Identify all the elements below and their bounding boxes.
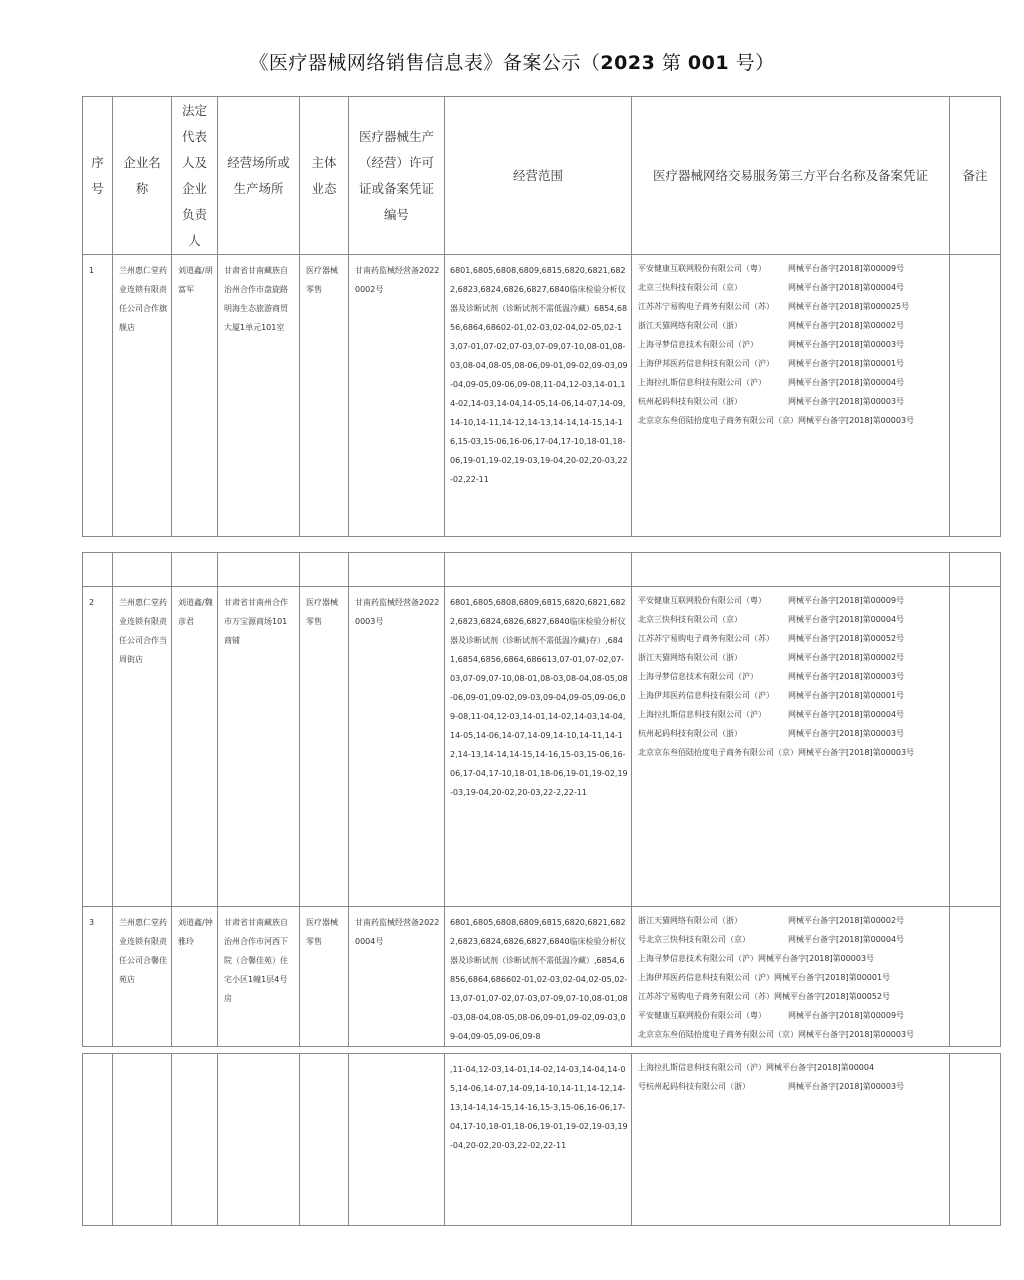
header-seq: 序号 (83, 97, 113, 255)
platform-line: 北京三快科技有限公司（京） 网械平台备字[2018]第00004号 (638, 283, 905, 292)
row-place: 甘肃省甘南藏族自治州合作市盘旋路明海生态旅游商贸大厦1单元101室 (218, 255, 300, 537)
platform-line: 上海拉扎斯信息科技有限公司（沪） 网械平台备字[2018]第00004号 (638, 378, 905, 387)
platform-line: 北京京东叁佰陆拾度电子商务有限公司（京）网械平台备字[2018]第00003号 (638, 1030, 915, 1039)
row-platforms (632, 907, 950, 1047)
header-type: 主体业态 (300, 97, 349, 255)
platform-line: 平安健康互联网股份有限公司（粤） 网械平台备字[2018]第00009号 (638, 264, 905, 273)
header-license: 医疗器械生产（经营）许可证或备案凭证编号 (349, 97, 445, 255)
row-company: 兰州惠仁堂药业连锁有限责任公司合作旗舰店 (113, 255, 172, 537)
record-table-2 (82, 552, 1001, 1047)
row-platforms (632, 1054, 950, 1226)
platform-line: 上海拉扎斯信息科技有限公司（沪）网械平台备字[2018]第00004 (638, 1063, 875, 1072)
page-title: 《医疗器械网络销售信息表》备案公示（2023 第 001 号） (249, 52, 775, 74)
row-note (950, 907, 1001, 1047)
platform-line: 江苏苏宁易购电子商务有限公司（苏）网械平台备字[2018]第00052号 (638, 992, 891, 1001)
platform-line: 江苏苏宁易购电子商务有限公司（苏） 网械平台备字[2018]第000025号 (638, 302, 910, 311)
platform-line: 北京京东叁佰陆拾度电子商务有限公司（京）网械平台备字[2018]第00003号 (638, 416, 915, 425)
platform-line: 上海寻梦信息技术有限公司（沪） 网械平台备字[2018]第00003号 (638, 672, 905, 681)
row-scope: 6801,6805,6808,6809,6815,6820,6821,6822,6823,6824,6826,6827,6840临床检验分析仪器及诊断试剂（诊断试剂不需低温冷藏）6854,6856,6864,68602-01,02-03,02-04,02-05,02-13,07-01,07-02,07-03,07-09,07-10,08-01,08-03,08-04,08-05,08-06,09-01,09-02,09-03,09-04,09-05,09-06,09-08,11-04,12-03,14-01,14-02,14-03,14-04,14-05,14-06,14-07,14-09,14-10,14-11,14-12,14-13,14-14,14-15,14-16,15-03,15-06,16-06,17-04,17-10,18-01,18-06,19-01,19-02,19-03,19-04,20-02,20-03,22-02,22-11 (445, 255, 632, 537)
row-seq: 2 (83, 587, 113, 907)
table-row (83, 255, 1001, 537)
row-place: 甘肃省甘南藏族自治州合作市河西下院（合馨佳苑）住宅小区1幢1层4号房 (218, 907, 300, 1047)
row-legal: 刘道鑫/钟雅玲 (172, 907, 218, 1047)
row-scope: ,11-04,12-03,14-01,14-02,14-03,14-04,14-05,14-06,14-07,14-09,14-10,14-11,14-12,14-13,14-14,14-15,14-16,15-3,15-06,16-06,17-04,17-10,18-01,18-06,19-01,19-02,19-03,19-04,20-02,20-03,22-02,22-11 (445, 1054, 632, 1226)
row-company: 兰州惠仁堂药业连锁有限责任公司合作当周街店 (113, 587, 172, 907)
platform-line: 号杭州起码科技有限公司（浙） 网械平台备字[2018]第00003号 (638, 1082, 905, 1091)
platform-line: 杭州起码科技有限公司（浙） 网械平台备字[2018]第00003号 (638, 397, 905, 406)
row-license: 甘南药监械经营备20220004号 (349, 907, 445, 1047)
header-place: 经营场所或生产场所 (218, 97, 300, 255)
platform-line: 浙江天猫网络有限公司（浙） 网械平台备字[2018]第00002号 (638, 321, 905, 330)
platform-line: 平安健康互联网股份有限公司（粤） 网械平台备字[2018]第00009号 (638, 596, 905, 605)
platform-line: 北京京东叁佰陆拾度电子商务有限公司（京）网械平台备字[2018]第00003号 (638, 748, 915, 757)
row-license: 甘南药监械经营备20220003号 (349, 587, 445, 907)
row-platforms (632, 587, 950, 907)
header-company: 企业名称 (113, 97, 172, 255)
row-seq: 3 (83, 907, 113, 1047)
row-type: 医疗器械零售 (300, 587, 349, 907)
row-note (950, 255, 1001, 537)
blank-row (83, 553, 1001, 587)
table-row (83, 587, 1001, 907)
row-company: 兰州惠仁堂药业连锁有限责任公司合馨佳苑店 (113, 907, 172, 1047)
platform-line: 号北京三快科技有限公司（京） 网械平台备字[2018]第00004号 (638, 935, 905, 944)
row-scope: 6801,6805,6808,6809,6815,6820,6821,6822,6823,6824,6826,6827,6840临床检验分析仪器及诊断试剂（诊断试剂不需低温冷藏)存）,6841,6854,6856,6864,686613,07-01,07-02,07-03,07-09,07-10,08-01,08-03,08-04,08-05,08-06,09-01,09-02,09-03,09-04,09-05,09-06,09-08,11-04,12-03,14-01,14-02,14-03,14-04,14-05,14-06,14-07,14-09,14-10,14-11,14-12,14-13,14-14,14-15,14-16,15-03,15-06,16-06,17-04,17-10,18-01,18-06,19-01,19-02,19-03,19-04,20-02,20-03,22-2,22-11 (445, 587, 632, 907)
row-license: 甘南药监械经营备20220002号 (349, 255, 445, 537)
row-seq: 1 (83, 255, 113, 537)
row-platforms (632, 255, 950, 537)
platform-line: 上海伊邦医药信息科技有限公司（沪）网械平台备字[2018]第00001号 (638, 973, 891, 982)
platform-line: 上海伊邦医药信息科技有限公司（沪） 网械平台备字[2018]第00001号 (638, 359, 905, 368)
record-table-3 (82, 1053, 1001, 1226)
header-note: 备注 (950, 97, 1001, 255)
platform-line: 平安健康互联网股份有限公司（粤） 网械平台备字[2018]第00009号 (638, 1011, 905, 1020)
row-scope: 6801,6805,6808,6809,6815,6820,6821,6822,6823,6824,6826,6827,6840临床检验分析仪器及诊断试剂（诊断试剂不需低温冷藏）,6854,6856,6864,686602-01,02-03,02-04,02-05,02-13,07-01,07-02,07-03,07-09,07-10,08-01,08-03,08-04,08-05,08-06,09-01,09-02,09-03,09-04,09-05,09-06,09-8 (445, 907, 632, 1047)
platform-line: 上海寻梦信息技术有限公司（沪）网械平台备字[2018]第00003号 (638, 954, 875, 963)
platform-line: 浙江天猫网络有限公司（浙） 网械平台备字[2018]第00002号 (638, 916, 905, 925)
header-legal: 法定代表人及企业负责人 (172, 97, 218, 255)
row-legal: 刘道鑫/胡富军 (172, 255, 218, 537)
row-legal: 刘道鑫/魏彦君 (172, 587, 218, 907)
record-table-1 (82, 96, 1001, 537)
header-scope: 经营范围 (445, 97, 632, 255)
table-row-continuation (83, 1054, 1001, 1226)
header-row (83, 97, 1001, 255)
platform-line: 浙江天猫网络有限公司（浙） 网械平台备字[2018]第00002号 (638, 653, 905, 662)
row-note (950, 1054, 1001, 1226)
row-place: 甘肃省甘南州合作市万宝源商场101商铺 (218, 587, 300, 907)
platform-line: 江苏苏宁易购电子商务有限公司（苏） 网械平台备字[2018]第00052号 (638, 634, 905, 643)
row-type: 医疗器械零售 (300, 255, 349, 537)
header-platform: 医疗器械网络交易服务第三方平台名称及备案凭证 (632, 97, 950, 255)
platform-line: 北京三快科技有限公司（京） 网械平台备字[2018]第00004号 (638, 615, 905, 624)
row-note (950, 587, 1001, 907)
platform-line: 上海拉扎斯信息科技有限公司（沪） 网械平台备字[2018]第00004号 (638, 710, 905, 719)
table-row (83, 907, 1001, 1047)
platform-line: 上海伊邦医药信息科技有限公司（沪） 网械平台备字[2018]第00001号 (638, 691, 905, 700)
platform-line: 杭州起码科技有限公司（浙） 网械平台备字[2018]第00003号 (638, 729, 905, 738)
row-type: 医疗器械零售 (300, 907, 349, 1047)
platform-line: 上海寻梦信息技术有限公司（沪） 网械平台备字[2018]第00003号 (638, 340, 905, 349)
